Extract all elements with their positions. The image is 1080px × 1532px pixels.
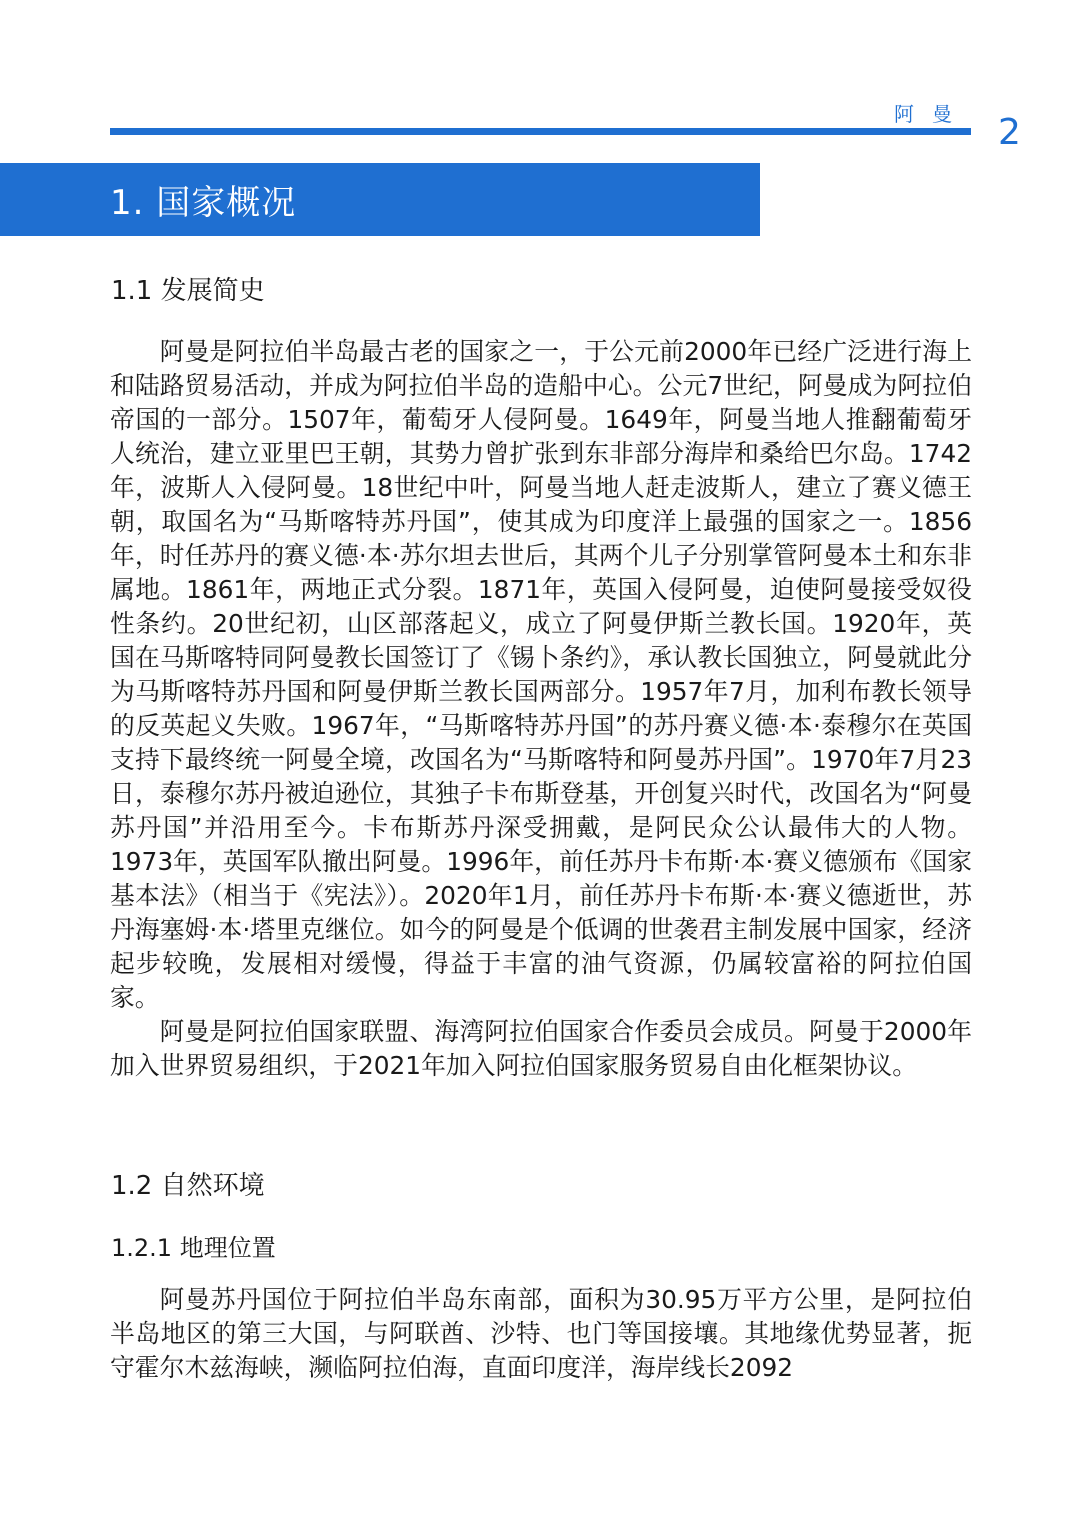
paragraph: 阿曼苏丹国位于阿拉伯半岛东南部，面积为30.95万平方公里，是阿拉伯半岛地区的第三大国，与阿联酋、沙特、也门等国接壤。其地缘优势显著，扼守霍尔木兹海峡，濒临阿拉伯海，直面印度洋，海岸线长2092 — [110, 1285, 972, 1382]
history-body — [110, 335, 972, 1083]
section-heading-environment: 1.2 自然环境 — [111, 1171, 265, 1201]
paragraph: 阿曼是阿拉伯国家联盟、海湾阿拉伯国家合作委员会成员。阿曼于2000年加入世界贸易组织，于2021年加入阿拉伯国家服务贸易自由化框架协议。 — [110, 1017, 972, 1080]
running-title: 阿曼 — [894, 102, 970, 126]
subsection-heading-location: 1.2.1 地理位置 — [111, 1234, 276, 1262]
page-number: 2 — [998, 112, 1021, 153]
section-heading-history: 1.1 发展简史 — [111, 276, 265, 306]
chapter-banner — [0, 163, 760, 236]
location-body — [110, 1283, 972, 1385]
chapter-title: 1. 国家概况 — [110, 183, 297, 223]
paragraph: 阿曼是阿拉伯半岛最古老的国家之一，于公元前2000年已经广泛进行海上和陆路贸易活动，并成为阿拉伯半岛的造船中心。公元7世纪，阿曼成为阿拉伯帝国的一部分。1507年，葡萄牙人侵阿曼。1649年，阿曼当地人推翻葡萄牙人统治，建立亚里巴王朝，其势力曾扩张到东非部分海岸和桑给巴尔岛。1742年，波斯人入侵阿曼。18世纪中叶，阿曼当地人赶走波斯人，建立了赛义德王朝，取国名为“马斯喀特苏丹国”，使其成为印度洋上最强的国家之一。1856年，时任苏丹的赛义德·本·苏尔坦去世后，其两个儿子分别掌管阿曼本土和东非属地。1861年，两地正式分裂。1871年，英国入侵阿曼，迫使阿曼接受奴役性条约。20世纪初，山区部落起义，成立了阿曼伊斯兰教长国。1920年，英国在马斯喀特同阿曼教长国签订了《锡卜条约》，承认教长国独立，阿曼就此分为马斯喀特苏丹国和阿曼伊斯兰教长国两部分。1957年7月，加利布教长领导的反英起义失败。1967年，“马斯喀特苏丹国”的苏丹赛义德·本·泰穆尔在英国支持下最终统一阿曼全境，改国名为“马斯喀特和阿曼苏丹国”。1970年7月23日，泰穆尔苏丹被迫逊位，其独子卡布斯登基，开创复兴时代，改国名为“阿曼苏丹国”并沿用至今。卡布斯苏丹深受拥戴，是阿民众公认最伟大的人物。1973年，英国军队撤出阿曼。1996年，前任苏丹卡布斯·本·赛义德颁布《国家基本法》（相当于《宪法》）。2020年1月，前任苏丹卡布斯·本·赛义德逝世，苏丹海塞姆·本·塔里克继位。如今的阿曼是个低调的世袭君主制发展中国家，经济起步较晚，发展相对缓慢，得益于丰富的油气资源，仍属较富裕的阿拉伯国家。 — [110, 337, 972, 1012]
header-rule — [110, 128, 971, 135]
